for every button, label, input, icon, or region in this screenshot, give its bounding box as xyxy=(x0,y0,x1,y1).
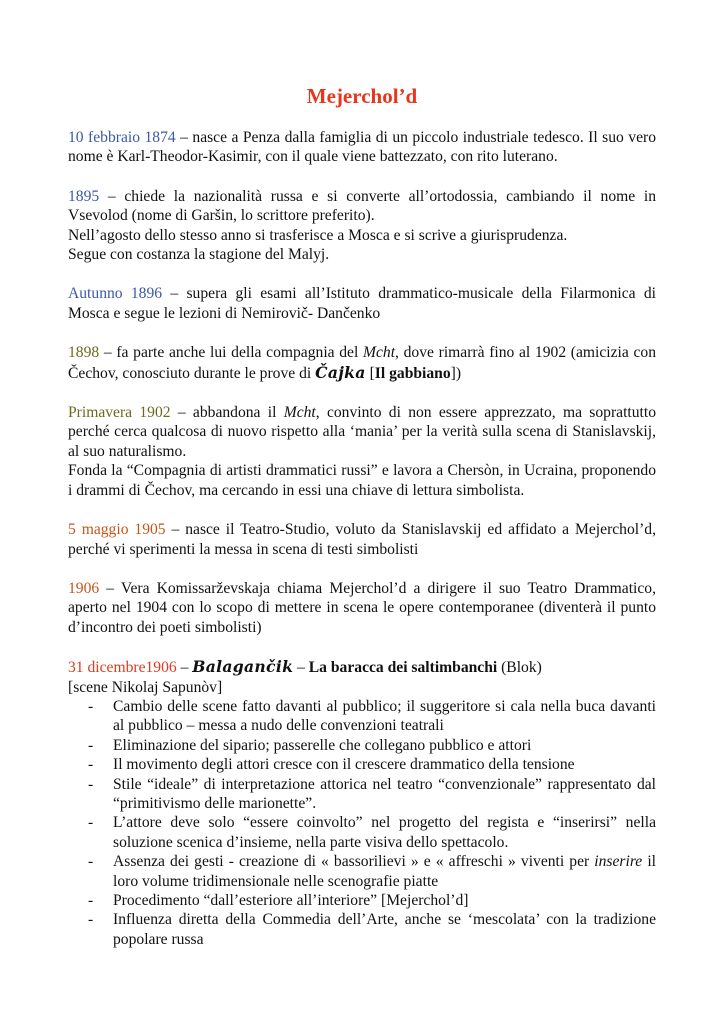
entry-paragraph xyxy=(68,579,656,637)
entry-paragraph xyxy=(68,403,656,461)
timeline-entry-1898 xyxy=(68,343,656,383)
list-item: - L’attore deve solo “essere coinvolto” nel progetto del regista e “inserirsi” nella soluzione scenica d’insieme, nella parte visiva dello spettacolo. xyxy=(113,813,656,852)
entry-text: – xyxy=(176,659,193,677)
play-title-original: Balagančik xyxy=(192,657,294,677)
list-item xyxy=(113,852,656,891)
entry-line: Segue con costanza la stagione del Malyj. xyxy=(68,246,330,264)
play-author: (Blok) xyxy=(497,659,542,677)
entry-date: Primavera 1902 xyxy=(68,404,171,422)
entry-text: – xyxy=(293,659,309,677)
list-item: - Eliminazione del sipario; passerelle che collegano pubblico e attori xyxy=(113,736,656,755)
entry-date: Autunno 1896 xyxy=(68,285,163,303)
entry-text: [ xyxy=(365,364,375,382)
entry-text: , convinto di non essere apprezzato, ma soprattutto perché cerca qualcosa di nuovo rispetto alla ‘mania’ per la verità sulla scena di Stanislavskij, al suo naturalismo. xyxy=(68,404,657,460)
theatre-name: Mcht xyxy=(283,404,316,422)
entry-date: 1895 xyxy=(68,187,100,205)
list-item-text: Assenza dei gesti - creazione di « bassorilievi » e « affreschi » viventi per xyxy=(113,853,595,871)
entry-date: 10 febbraio 1874 xyxy=(68,129,176,146)
entry-text: – nasce a Penza dalla famiglia di un piccolo industriale tedesco. Il suo vero nome è Karl-Theodor-Kasimir, con il quale viene battezzato, con rito luterano. xyxy=(68,129,657,166)
entry-date: 1898 xyxy=(68,344,100,362)
entry-text: – abbandona il xyxy=(170,404,284,422)
entry-text: – chiede la nazionalità russa e si converte all’ortodossia, cambiando il nome in Vsevolod (nome di Garšin, lo scrittore preferito). xyxy=(68,187,656,225)
timeline-entry-dec-1906 xyxy=(68,657,656,949)
entry-paragraph xyxy=(68,520,656,559)
entry-line: Fonda la “Compagnia di artisti drammatici russi” e lavora a Chersòn, in Ucraina, proponendo i drammi di Čechov, ma cercando in essi una chiave di lettura simbolista. xyxy=(68,462,656,499)
list-item: - Cambio delle scene fatto davanti al pubblico; il suggeritore si cala nella buca davanti al pubblico – messa a nudo delle convenzioni teatrali xyxy=(113,697,656,736)
entry-text: – fa parte anche lui della compagnia del xyxy=(99,344,363,362)
features-list xyxy=(68,697,656,949)
entry-paragraph xyxy=(68,657,656,677)
entry-paragraph xyxy=(68,343,656,383)
timeline-entry-1895 xyxy=(68,187,656,265)
entry-text: – nasce il Teatro-Studio, voluto da Stanislavskij ed affidato a Mejerchol’d, perché vi sperimenti la messa in scena di testi simbolisti xyxy=(68,521,656,558)
entry-paragraph xyxy=(68,187,656,226)
entry-date: 5 maggio 1905 xyxy=(68,521,166,539)
list-item-text: il loro volume tridimensionale nelle scenografie piatte xyxy=(113,853,656,890)
list-item: - Procedimento “dall’esteriore all’interiore” [Mejerchol’d] xyxy=(113,891,656,910)
list-item: - Influenza diretta della Commedia dell’Arte, anche se ‘mescolata’ con la tradizione popolare russa xyxy=(113,910,656,949)
timeline-entry-1906 xyxy=(68,579,656,637)
entry-text: – Vera Komissarževskaja chiama Mejerchol’d a dirigere il suo Teatro Drammatico, aperto nel 1904 con lo scopo di mettere in scena le opere contemporanee (diventerà il punto d’incontro dei poeti simbolisti) xyxy=(68,579,656,636)
entry-date: 1906 xyxy=(68,579,100,597)
entry-paragraph xyxy=(68,128,656,167)
timeline-entry-1902 xyxy=(68,403,656,500)
entry-paragraph xyxy=(68,284,656,323)
play-title-translation: La baracca dei saltimbanchi xyxy=(308,659,498,677)
list-item: - Stile “ideale” di interpretazione attorica nel teatro “convenzionale” rappresentato dal “primitivismo delle marionette”. xyxy=(113,775,656,814)
emphasis: inserire xyxy=(594,853,643,871)
scene-designer: [scene Nikolaj Sapunòv] xyxy=(68,678,223,696)
entry-text: , dove rimarrà fino al 1902 (amicizia con Čechov, conosciuto durante le prove di xyxy=(68,344,656,382)
timeline-entry-1905 xyxy=(68,520,656,559)
timeline-entry-1874 xyxy=(68,128,656,167)
timeline-entry-1896 xyxy=(68,284,656,323)
entry-text: ]) xyxy=(450,364,462,382)
play-title-original: Čajka xyxy=(315,362,366,382)
theatre-name: Mcht xyxy=(363,344,396,362)
entry-text: – supera gli esami all’Istituto drammatico-musicale della Filarmonica di Mosca e segue le lezioni di Nemirovič- Dančenko xyxy=(68,285,656,322)
entry-date: 31 dicembre1906 xyxy=(68,659,177,677)
page-title: Mejerchol’d xyxy=(306,84,418,108)
play-title-translation: Il gabbiano xyxy=(374,364,451,382)
entry-line: Nell’agosto dello stesso anno si trasferisce a Mosca e si scrive a giurisprudenza. xyxy=(68,226,568,244)
list-item: - Il movimento degli attori cresce con il crescere drammatico della tensione xyxy=(113,755,656,774)
